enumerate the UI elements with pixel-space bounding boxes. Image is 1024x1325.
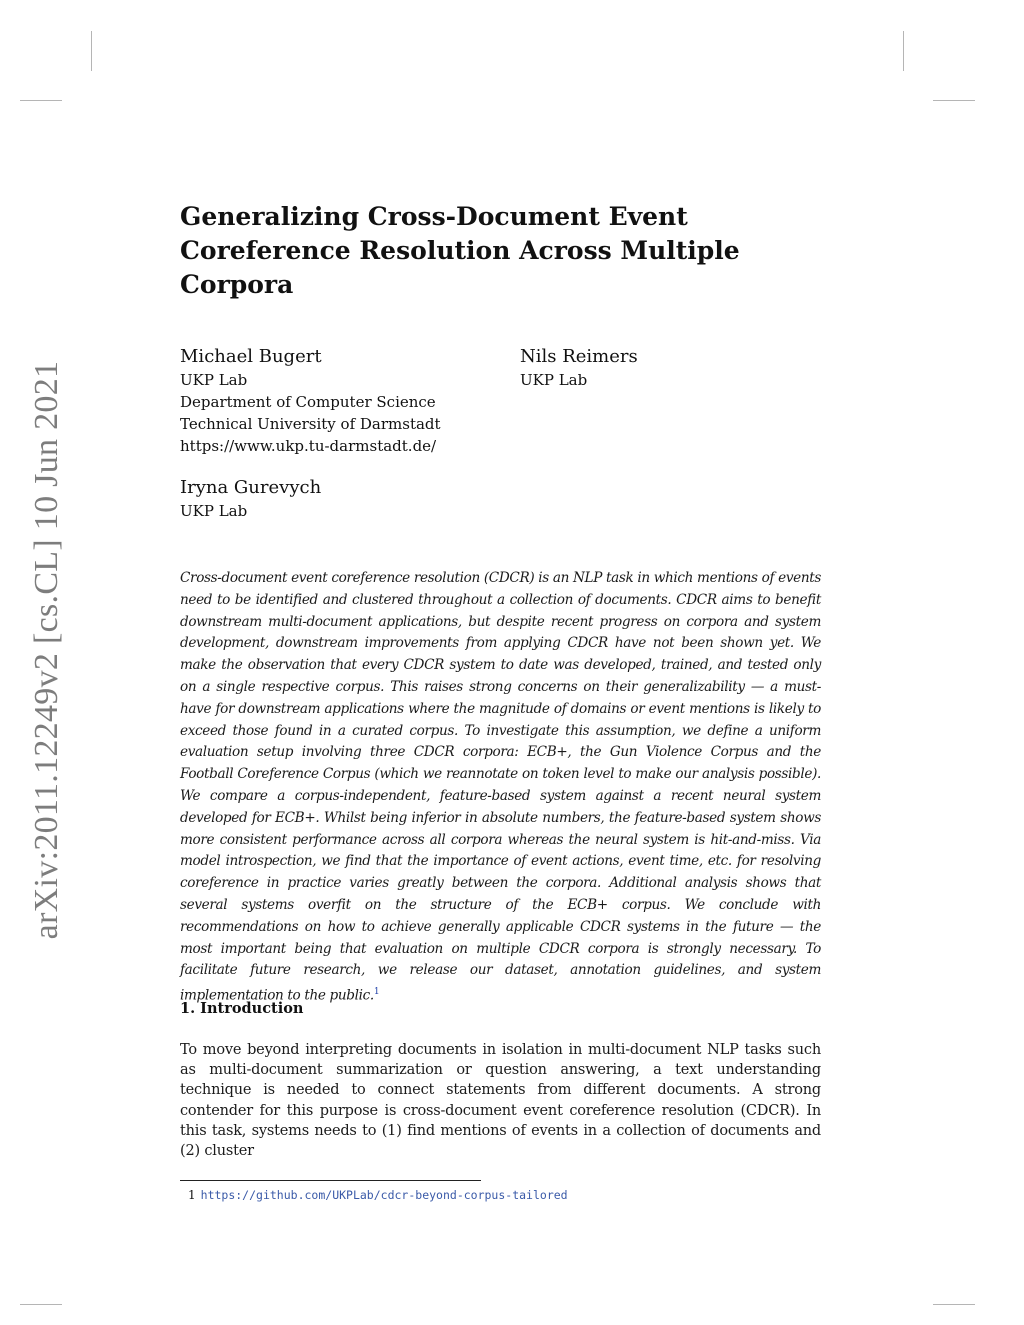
author-block-reimers <box>520 345 638 391</box>
author-block-bugert <box>180 345 441 457</box>
crop-mark-left-lower <box>20 1304 62 1305</box>
footnote-number: 1 <box>188 1188 196 1202</box>
abstract <box>180 568 821 1007</box>
arxiv-identifier-stamp: arXiv:2011.12249v2 [cs.CL] 10 Jun 2021 <box>28 360 65 940</box>
abstract-text: Cross-document event coreference resolution (CDCR) is an NLP task in which mentions of events need to be identified and clustered throughout a collection of documents. CDCR aims to benefit downstream multi-document applications, but despite recent progress on corpora and system development, downstream improvements from applying CDCR have not been shown yet. We make the observation that every CDCR system to date was developed, trained, and tested only on a single respective corpus. This raises strong concerns on their generalizability — a must-have for downstream applications where the magnitude of domains or event mentions is likely to exceed those found in a curated corpus. To investigate this assumption, we define a uniform evaluation setup involving three CDCR corpora: ECB+, the Gun Violence Corpus and the Football Coreference Corpus (which we reannotate on token level to make our analysis possible). We compare a corpus-independent, feature-based system against a recent neural system developed for ECB+. Whilst being inferior in absolute numbers, the feature-based system shows more consistent performance across all corpora whereas the neural system is hit-and-miss. Via model introspection, we find that the importance of event actions, event time, etc. for resolving coreference in practice varies greatly between the corpora. Additional analysis shows that several systems overfit on the structure of the ECB+ corpus. We conclude with recommendations on how to achieve generally applicable CDCR systems in the future — the most important being that evaluation on multiple CDCR corpora is strongly necessary. To facilitate future research, we release our dataset, annotation guidelines, and system implementation to the public. <box>180 570 821 1004</box>
affiliation-line: Technical University of Darmstadt <box>180 415 441 433</box>
affiliation-line: UKP Lab <box>520 371 588 389</box>
affiliation-line: UKP Lab <box>180 371 248 389</box>
author-block-gurevych <box>180 476 321 522</box>
introduction-paragraph: To move beyond interpreting documents in isolation in multi-document NLP tasks such as multi-document summarization or question answering, a text understanding technique is needed to connect statements from different documents. A strong contender for this purpose is cross-document event coreference resolution (CDCR). In this task, systems needs to (1) find mentions of events in a collection of documents and (2) cluster <box>180 1042 821 1160</box>
crop-mark-right-lower <box>933 1304 975 1305</box>
affiliation-url[interactable]: https://www.ukp.tu-darmstadt.de/ <box>180 437 437 455</box>
affiliation-line: UKP Lab <box>180 502 248 520</box>
footnote-marker[interactable]: 1 <box>373 987 380 998</box>
crop-mark-top-right <box>903 31 904 71</box>
crop-mark-right-upper <box>933 100 975 101</box>
crop-mark-left-upper <box>20 100 62 101</box>
affiliation-line: Department of Computer Science <box>180 393 436 411</box>
footnote <box>188 1186 568 1204</box>
author-name: Nils Reimers <box>520 346 638 367</box>
author-name: Michael Bugert <box>180 346 322 367</box>
footnote-rule <box>180 1180 481 1181</box>
author-name: Iryna Gurevych <box>180 477 322 498</box>
crop-mark-top-left <box>91 31 92 71</box>
section-heading: 1. Introduction <box>180 1000 304 1017</box>
paper-title: Generalizing Cross-Document Event Coreference Resolution Across Multiple Corpora <box>180 202 740 299</box>
footnote-url-link[interactable]: https://github.com/UKPLab/cdcr-beyond-corpus-tailored <box>200 1188 568 1202</box>
